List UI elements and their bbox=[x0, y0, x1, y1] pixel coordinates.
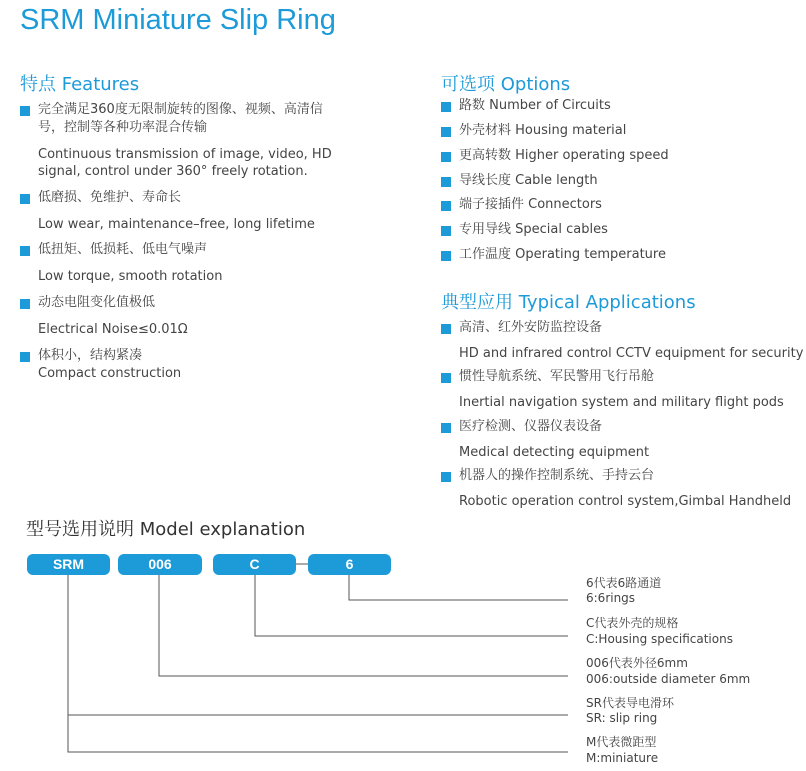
option-item: 路数 Number of Circuits bbox=[459, 98, 611, 113]
feature-4-cn: 动态电阻变化值极低 bbox=[38, 295, 156, 310]
annotation-miniature-cn: M代表微距型 bbox=[586, 735, 657, 749]
applications-heading: 典型应用 Typical Applications bbox=[441, 292, 696, 313]
option-item: 导线长度 Cable length bbox=[459, 173, 598, 188]
annotation-housing-en: C:Housing specifications bbox=[586, 632, 733, 646]
feature-2-cn: 低磨损、免维护、寿命长 bbox=[38, 190, 182, 205]
application-3-cn: 医疗检测、仪器仪表设备 bbox=[459, 419, 603, 434]
model-code-diameter: 006 bbox=[118, 554, 202, 575]
annotation-diameter-en: 006:outside diameter 6mm bbox=[586, 672, 751, 686]
option-item: 外壳材料 Housing material bbox=[459, 123, 627, 138]
application-3-en: Medical detecting equipment bbox=[459, 445, 650, 460]
option-item: 工作温度 Operating temperature bbox=[459, 247, 666, 262]
application-4-en: Robotic operation control system,Gimbal Handheld bbox=[459, 494, 792, 509]
feature-5-cn: 体积小，结构紧凑 bbox=[38, 348, 143, 363]
annotation-slipring-en: SR: slip ring bbox=[586, 711, 658, 725]
annotation-rings-en: 6:6rings bbox=[586, 591, 636, 605]
application-1-en: HD and infrared control CCTV equipment for security bbox=[459, 346, 804, 361]
model-code-series: SRM bbox=[27, 554, 110, 575]
feature-5-en: Compact construction bbox=[38, 366, 182, 381]
option-item: 端子接插件 Connectors bbox=[459, 197, 602, 212]
feature-3-en: Low torque, smooth rotation bbox=[38, 269, 223, 284]
features-heading: 特点 Features bbox=[20, 74, 140, 95]
feature-1-en-line2: signal, control under 360° freely rotation. bbox=[38, 164, 308, 179]
options-heading: 可选项 Options bbox=[441, 74, 571, 95]
feature-3-cn: 低扭矩、低损耗、低电气噪声 bbox=[38, 242, 208, 257]
model-heading: 型号选用说明 Model explanation bbox=[26, 519, 306, 540]
application-1-cn: 高清、红外安防监控设备 bbox=[459, 320, 603, 335]
feature-4-en: Electrical Noise≤0.01Ω bbox=[38, 322, 188, 337]
annotation-miniature-en: M:miniature bbox=[586, 751, 659, 765]
option-item: 专用导线 Special cables bbox=[459, 222, 608, 237]
annotation-rings-cn: 6代表6路通道 bbox=[586, 576, 662, 590]
model-code-rings: 6 bbox=[308, 554, 391, 575]
annotation-diameter-cn: 006代表外径6mm bbox=[586, 656, 688, 670]
option-item: 更高转数 Higher operating speed bbox=[459, 148, 669, 163]
feature-1-cn-line1: 完全满足360度无限制旋转的图像、视频、高清信 bbox=[38, 102, 323, 117]
feature-2-en: Low wear, maintenance–free, long lifetime bbox=[38, 217, 315, 232]
application-2-cn: 惯性导航系统、军民警用飞行吊舱 bbox=[459, 369, 655, 384]
page-title: SRM Miniature Slip Ring bbox=[20, 4, 336, 36]
feature-1-en-line1: Continuous transmission of image, video, HD bbox=[38, 147, 332, 162]
application-4-cn: 机器人的操作控制系统、手持云台 bbox=[459, 468, 655, 483]
model-code-housing: C bbox=[213, 554, 296, 575]
annotation-housing-cn: C代表外壳的规格 bbox=[586, 616, 679, 630]
feature-1-cn-line2: 号，控制等各种功率混合传输 bbox=[38, 120, 208, 135]
annotation-slipring-cn: SR代表导电滑环 bbox=[586, 696, 674, 710]
application-2-en: Inertial navigation system and military flight pods bbox=[459, 395, 784, 410]
